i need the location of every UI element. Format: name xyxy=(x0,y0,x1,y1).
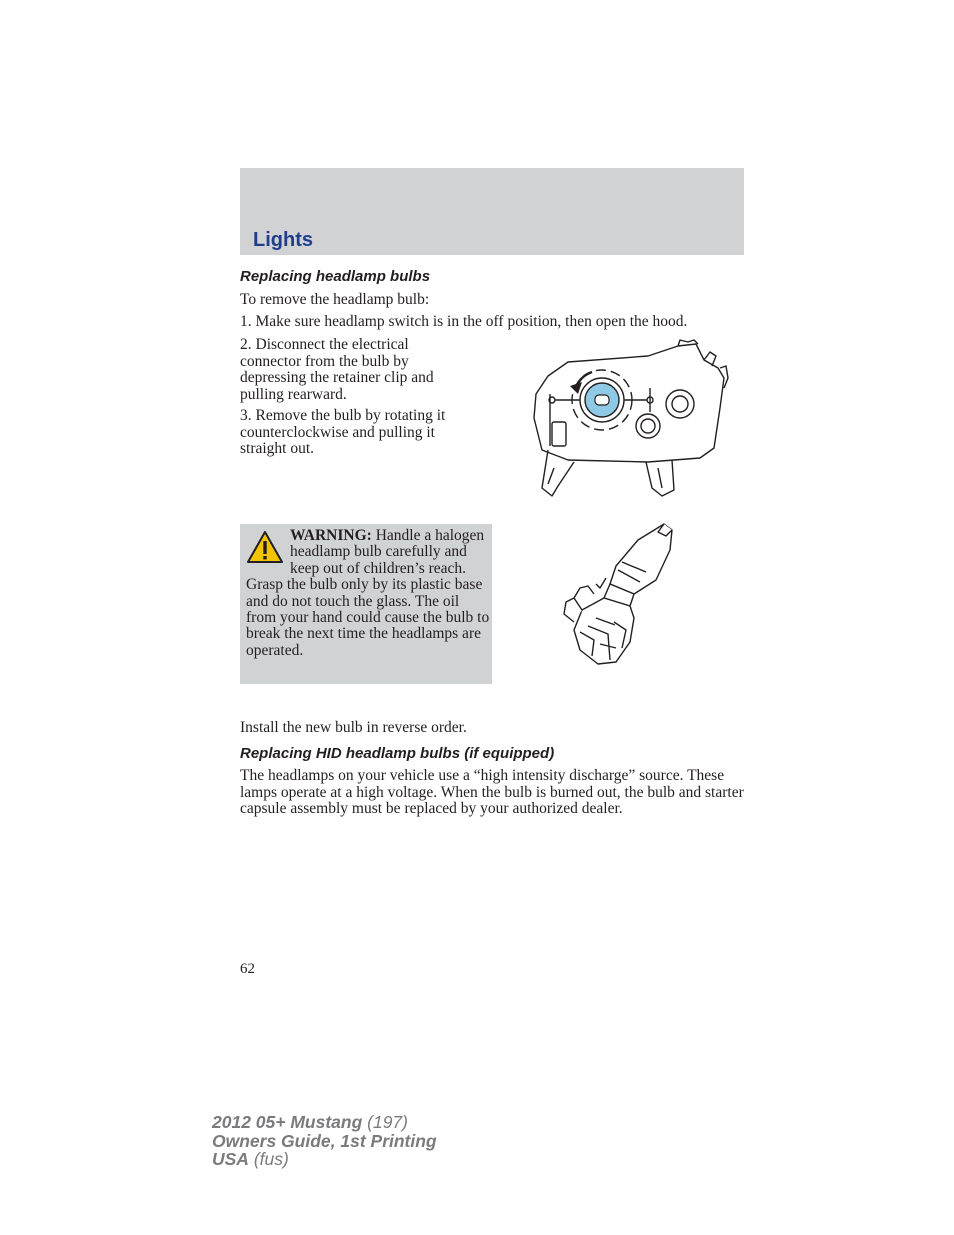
heading-replacing-headlamp-bulbs: Replacing headlamp bulbs xyxy=(240,268,431,285)
step-2-text: 2. Disconnect the electrical connector from the bulb by depressing the retainer clip and pulling rearward. xyxy=(240,336,434,403)
section-title: Lights xyxy=(253,229,313,251)
section-header-bar xyxy=(240,168,744,255)
hid-body-text: The headlamps on your vehicle use a “high intensity discharge” source. These lamps operate at a high voltage. When the bulb is burned out, the bulb and starter capsule assembly must be replaced by your authorized dealer. xyxy=(240,767,744,817)
install-note: Install the new bulb in reverse order. xyxy=(240,719,467,736)
intro-text: To remove the headlamp bulb: xyxy=(240,291,430,308)
footer-guide: Owners Guide, 1st Printing xyxy=(212,1130,437,1151)
warning-label: WARNING: xyxy=(290,527,372,544)
step-1-text: 1. Make sure headlamp switch is in the off position, then open the hood. xyxy=(240,313,688,330)
footer-region-code: (fus) xyxy=(248,1149,289,1169)
footer-model: 2012 05+ Mustang xyxy=(212,1112,363,1132)
footer-model-code: (197) xyxy=(362,1112,408,1132)
page-number: 62 xyxy=(240,961,255,977)
step-3-text: 3. Remove the bulb by rotating it counterclockwise and pulling it straight out. xyxy=(240,407,446,457)
warning-text-block xyxy=(246,528,490,659)
heading-replacing-hid-bulbs: Replacing HID headlamp bulbs (if equipped) xyxy=(240,745,555,762)
footer-line-1 xyxy=(212,1113,437,1132)
warning-body: Handle a halogen headlamp bulb carefully and keep out of children’s reach. Grasp the bulb only by its plastic base and do not touch the glass. The oil from your hand could cause the bulb to break the next time the headlamps are operated. xyxy=(246,527,490,659)
warning-triangle-icon xyxy=(246,530,284,564)
footer-line-2 xyxy=(212,1132,437,1151)
headlamp-assembly-illustration xyxy=(528,338,734,500)
warning-box xyxy=(240,524,492,684)
halogen-bulb-illustration xyxy=(560,522,680,672)
footer-line-3 xyxy=(212,1150,437,1169)
footer-region: USA xyxy=(212,1149,249,1169)
footer-info xyxy=(212,1113,437,1169)
